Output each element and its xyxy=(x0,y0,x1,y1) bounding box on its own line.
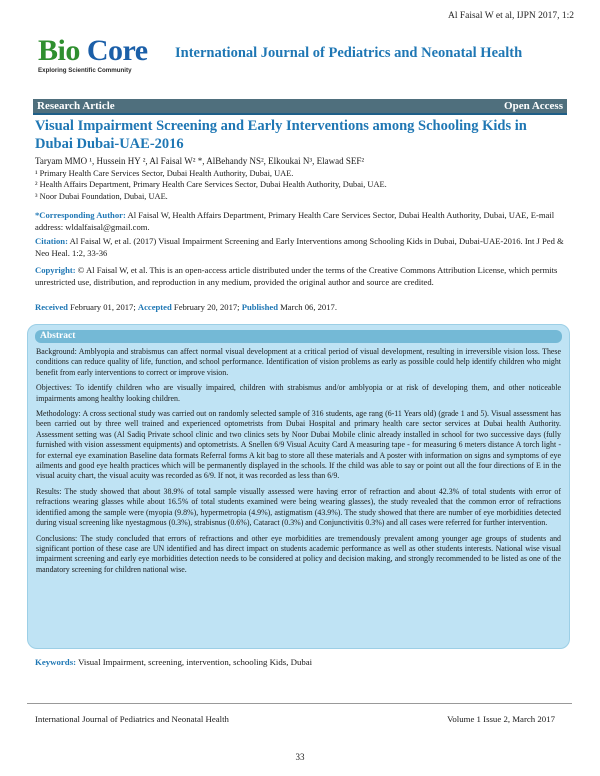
copyright-text: © Al Faisal W, et al. This is an open-access article distributed under the terms of the Creative Commons Attribution License, which permits unrestricted use, distribution, and reproduction in any medium, provided the original author and source are credited. xyxy=(35,265,558,287)
accepted-label: Accepted xyxy=(137,302,172,312)
copyright-label: Copyright: xyxy=(35,265,76,275)
logo-core: Core xyxy=(86,34,148,67)
abstract-background: Background: Amblyopia and strabismus can affect normal visual development at a critical period of visual development, resulting in irreversible vision loss. These conditions can reduce quality of life, function, and school performance. Identification of vision problems as early as possible could help identify children who might benefit from early interventions to correct or improve vision. xyxy=(36,347,561,377)
journal-logo xyxy=(38,36,158,86)
page-number: 33 xyxy=(295,752,305,762)
received-date: February 01, 2017; xyxy=(67,302,138,312)
article-title: Visual Impairment Screening and Early Interventions among Schooling Kids in Dubai Dubai-UAE-2016 xyxy=(35,118,527,152)
affiliation: ² Health Affairs Department, Primary Health Care Services Sector, Dubai Health Authority, Dubai, UAE. xyxy=(35,180,387,189)
open-access-label: Open Access xyxy=(504,100,563,112)
abstract-body xyxy=(36,347,561,580)
abstract-results: Results: The study showed that about 38.9% of total sample visually assessed were having error of refraction and about 42.3% of total students with error of refractions wearing glasses while about 16.5% of total students examined were being wearing glasses), the study revealed that the common error of refractions identified among the sample were (myopia (9.8%), hypermetropia (4.9%), astigmatism (43.9%). The study showed that there are number of eye morbidities detected during visual screening like nyestagmous (0.3%), strabisnus (0.6%), Cataract (0.3%) and Conjunctivitis 0.3%) and all cases were referred for further intervention. xyxy=(36,486,561,528)
citation-label: Citation: xyxy=(35,236,68,246)
footer-journal-name: International Journal of Pediatrics and Neonatal Health xyxy=(35,714,229,724)
citation-text: Al Faisal W, et al. (2017) Visual Impairment Screening and Early Interventions among Schooling Kids in Dubai, Dubai-UAE-2016. Int J Ped & Neo Heal. 1:2, 33-36 xyxy=(35,236,564,258)
article-type-bar xyxy=(33,99,567,115)
corresponding-label: *Corresponding Author: xyxy=(35,210,126,220)
corresponding-text: Al Faisal W, Health Affairs Department, Primary Health Care Services Sector, Dubai Health Authority, Dubai, UAE, E-mail address: wldalfaisal@gmail.com. xyxy=(35,210,555,232)
received-label: Received xyxy=(35,302,68,312)
citation xyxy=(35,236,565,259)
affiliation: ¹ Primary Health Care Services Sector, Dubai Health Authority, Dubai, UAE. xyxy=(35,168,294,178)
running-head: Al Faisal W et al, IJPN 2017, 1:2 xyxy=(447,11,574,21)
abstract-conclusions: Conclusions: The study concluded that errors of refractions and other eye morbidities are tremendously prevalent among younger age groups of students and significant portion of these case are UN identified and has direct impact on students academic performance as well as other students interests. National wise visual impairment screening and early eye morbidities detection needs to be considered at policy and decision making, and strongly recommended to be listed as one of the mandatory screening for children national wise. xyxy=(36,533,561,574)
author-block xyxy=(35,156,565,202)
keywords xyxy=(35,657,565,669)
published-label: Published xyxy=(241,302,279,312)
abstract-header xyxy=(35,330,562,343)
article-type-label: Research Article xyxy=(37,100,115,112)
accepted-date: February 20, 2017; xyxy=(171,302,242,312)
keywords-text: Visual Impairment, screening, intervention, schooling Kids, Dubai xyxy=(76,657,313,667)
author-list: Taryam MMO ¹, Hussein HY ², Al Faisal W² *, AlBehandy NS², Elkoukai N³, Elawad SEF² xyxy=(35,156,365,166)
abstract-objectives: Objectives: To identify children who are visually impaired, children with strabismus and/or amblyopia or at risk of developing them, and other noticeable impairments among healthy looking children. xyxy=(36,383,561,403)
logo-bio: Bio xyxy=(38,34,80,67)
abstract-methodology: Methodology: A cross sectional study was carried out on randomly selected sample of 316 students, age rang (6-11 Years old) (grade 1 and 5). Visual assessment has been carried out by three well trained and experienced optometrists from Dubai Hospital and primary health care sector services at Dubai health Authority. Assessment setting was (Al Sadiq Private school clinic and two clinics sets by Noor Dubai Mobile clinic already installed in school for two successive days (fully furnished with vision assessment equipments) and optometrists. A Snellen 6/9 Visual Acuity Card A measuring tape - for measuring 6 meters distance A torch light - for external eye examination Baseline data formats Referral forms A kit bag to store all these materials and A poster with information on signs and symptoms of eye ailments and good eye health practices which will be permanently displayed in the schools. If the child was able to say or point out all the four directions of E in the visual acuity chart, the visual acuity was recorded as 6/9. If not, it was recorded as less than 6/9. xyxy=(36,409,561,481)
publication-dates xyxy=(35,302,565,314)
journal-title: International Journal of Pediatrics and Neonatal Health xyxy=(175,45,523,61)
logo-tagline: Exploring Scientific Community xyxy=(38,67,132,74)
published-date: March 06, 2017. xyxy=(278,302,337,312)
footer-volume-issue: Volume 1 Issue 2, March 2017 xyxy=(447,714,555,724)
affiliation: ³ Noor Dubai Foundation, Dubai, UAE. xyxy=(35,191,168,201)
footer-divider xyxy=(27,703,572,704)
keywords-label: Keywords: xyxy=(35,657,77,667)
copyright xyxy=(35,265,567,288)
abstract-box xyxy=(27,324,570,649)
logo-wordmark xyxy=(38,36,158,66)
corresponding-author xyxy=(35,210,565,233)
abstract-heading: Abstract xyxy=(40,331,76,341)
